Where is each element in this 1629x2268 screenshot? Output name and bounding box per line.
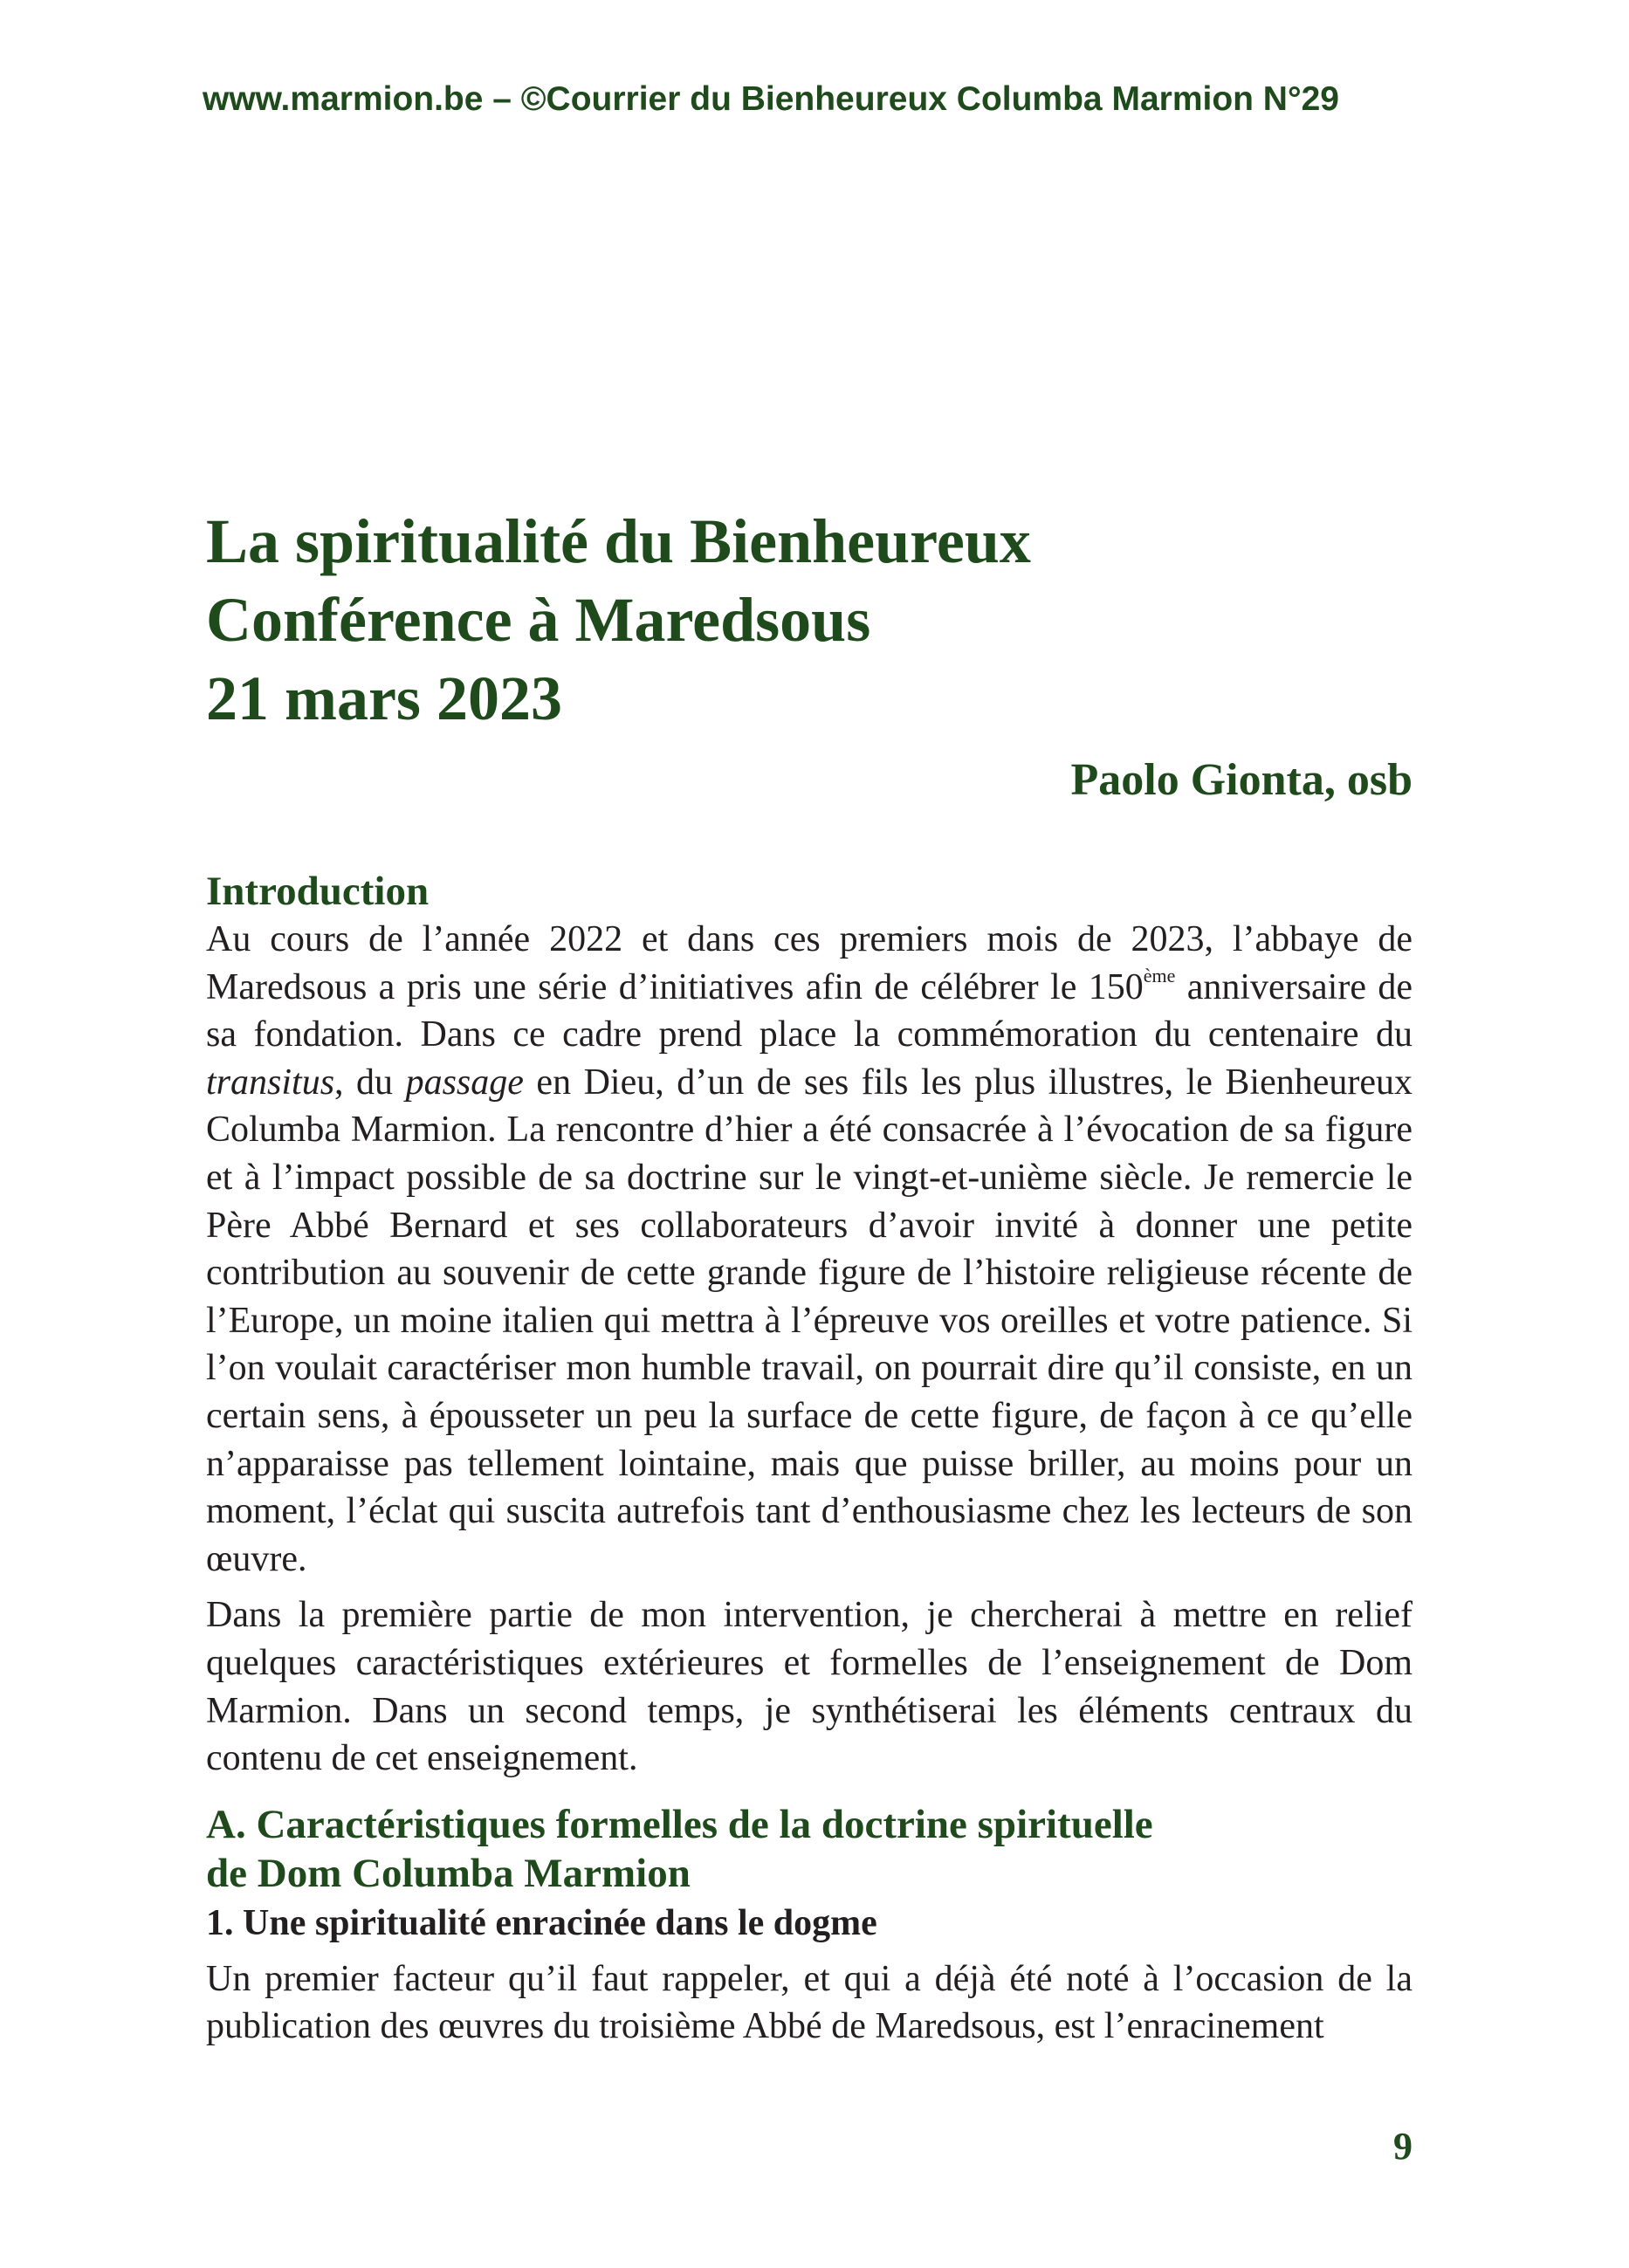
section-a-heading-line-1: A. Caractéristiques formelles de la doctrine spirituelle [206,1801,1153,1847]
text-run: en Dieu, d’un de ses fils les plus illustres, le Bienheureux Columba Marmion. La rencontre d’hier a été consacrée à l’évocation de sa figure et à l’impact possible de sa doctrine sur le vingt-et-unième siècle. Je remercie le Père Abbé Bernard et ses collaborateurs d’avoir invité à donner une petite contribution au souvenir de cette grande figure de l’histoire religieuse récente de l’Europe, un moine italien qui mettra à l’épreuve vos oreilles et votre patience. Si l’on voulait caractériser mon humble travail, on pourrait dire qu’il consiste, en un certain sens, à épousseter un peu la surface de cette figure, de façon à ce qu’elle n’apparaisse pas tellement lointaine, mais que puisse briller, au moins pour un moment, l’éclat qui suscita autrefois tant d’enthousiasme chez les lecteurs de son œuvre. [206,1062,1413,1579]
introduction-paragraph-1 [206,916,1412,1583]
article-body [206,502,1412,2051]
introduction-heading: Introduction [206,869,430,914]
section-a-heading-line-2: de Dom Columba Marmion [206,1850,691,1896]
title-line-1: La spiritualité du Bienheureux [206,506,1031,576]
author-byline: Paolo Gionta, osb [1070,755,1412,805]
title-line-3: 21 mars 2023 [206,663,562,733]
italic-term-passage: passage [405,1062,524,1103]
introduction-paragraph-2: Dans la première partie de mon intervention, je chercherai à mettre en relief quelques caractéristiques extérieures et formelles de l’enseignement de Dom Marmion. Dans un second temps, je synthétiserai les éléments centraux du contenu de cet enseignement. [206,1595,1412,1779]
title-line-2: Conférence à Maredsous [206,585,871,655]
subsection-1-heading: 1. Une spiritualité enracinée dans le dogme [206,1902,877,1943]
running-header: www.marmion.be – ©Courrier du Bienheureux Columba Marmion N°29 [203,80,1339,118]
article-title [206,502,1412,738]
text-run: , du [334,1062,406,1103]
superscript-ordinal: ème [1143,964,1176,986]
text-run: Au cours de l’année 2022 et dans ces premiers mois de 2023, l’abbaye de Maredsous a pris une série d’initiatives afin de célébrer le 150 [206,919,1412,1007]
text-run: anniversaire de sa fondation. Dans ce cadre prend place la commémoration du centenaire du [206,966,1412,1055]
section-a-heading [206,1800,1412,1898]
section-a-paragraph-1: Un premier facteur qu’il faut rappeler, et qui a déjà été noté à l’occasion de la publication des œuvres du troisième Abbé de Maredsous, est l’enracinement [206,1958,1412,2047]
page-number: 9 [1393,2125,1412,2168]
italic-term-transitus: transitus [206,1062,335,1103]
